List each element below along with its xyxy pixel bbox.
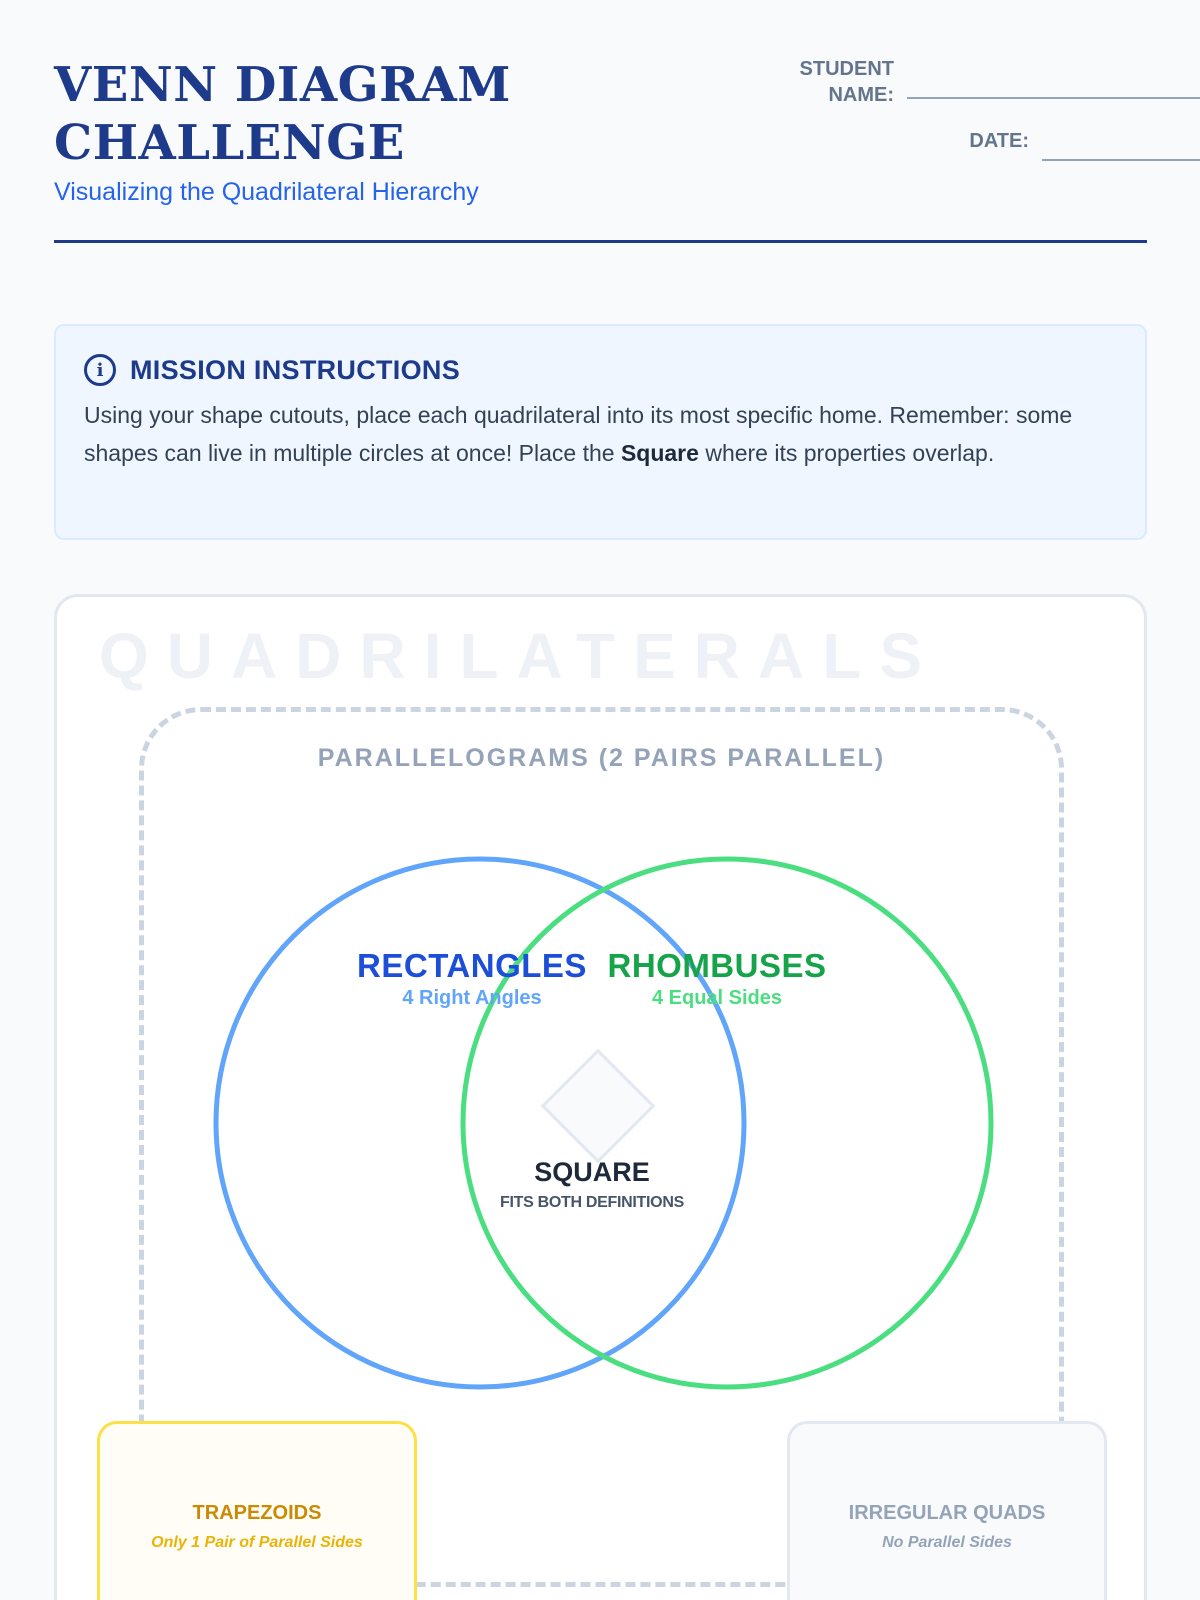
instructions-title: MISSION INSTRUCTIONS xyxy=(130,354,461,385)
parallelograms-label: PARALLELOGRAMS (2 PAIRS PARALLEL) xyxy=(317,744,886,772)
rectangles-title: RECTANGLES xyxy=(357,947,587,984)
trapezoids-box[interactable] xyxy=(97,1421,417,1600)
instructions-text-end: where its properties overlap. xyxy=(698,440,995,466)
rhombuses-circle[interactable] xyxy=(463,859,991,1387)
square-subtitle: FITS BOTH DEFINITIONS xyxy=(500,1194,684,1211)
instructions-panel xyxy=(54,324,1147,540)
worksheet-header xyxy=(54,56,1147,244)
date-label: DATE: xyxy=(969,130,1029,152)
date-field[interactable] xyxy=(1042,159,1200,161)
rhombuses-title: RHOMBUSES xyxy=(607,947,827,984)
rectangles-circle[interactable] xyxy=(216,859,744,1387)
page-title: VENN DIAGRAM CHALLENGE xyxy=(54,57,511,171)
venn-diagram-card xyxy=(54,594,1147,1600)
square-placeholder-diamond[interactable] xyxy=(543,1051,653,1161)
student-name-field[interactable] xyxy=(907,97,1200,99)
instructions-text-start: Using your shape cutouts, place each quadrilateral into its most specific home. Remember: some shapes can live in multiple circles at once! Place the xyxy=(84,402,1073,466)
instructions-text-bold: Square xyxy=(620,440,699,466)
irregular-quads-subtitle: No Parallel Sides xyxy=(882,1534,1012,1551)
quadrilaterals-watermark: QUADRILATERALS xyxy=(99,620,940,692)
student-name-label: STUDENT NAME: xyxy=(799,58,894,106)
trapezoids-subtitle: Only 1 Pair of Parallel Sides xyxy=(151,1534,363,1551)
irregular-quads-title: IRREGULAR QUADS xyxy=(848,1502,1046,1524)
rhombuses-subtitle: 4 Equal Sides xyxy=(651,987,783,1009)
instructions-header xyxy=(84,354,1117,386)
trapezoids-title: TRAPEZOIDS xyxy=(192,1502,322,1524)
page-subtitle: Visualizing the Quadrilateral Hierarchy xyxy=(54,178,479,206)
header-divider xyxy=(54,240,1147,243)
rectangles-subtitle: 4 Right Angles xyxy=(402,987,542,1009)
square-title: SQUARE xyxy=(534,1157,650,1187)
instructions-text xyxy=(84,396,1117,472)
info-icon: i xyxy=(84,354,116,386)
irregular-quads-box[interactable] xyxy=(787,1421,1107,1600)
